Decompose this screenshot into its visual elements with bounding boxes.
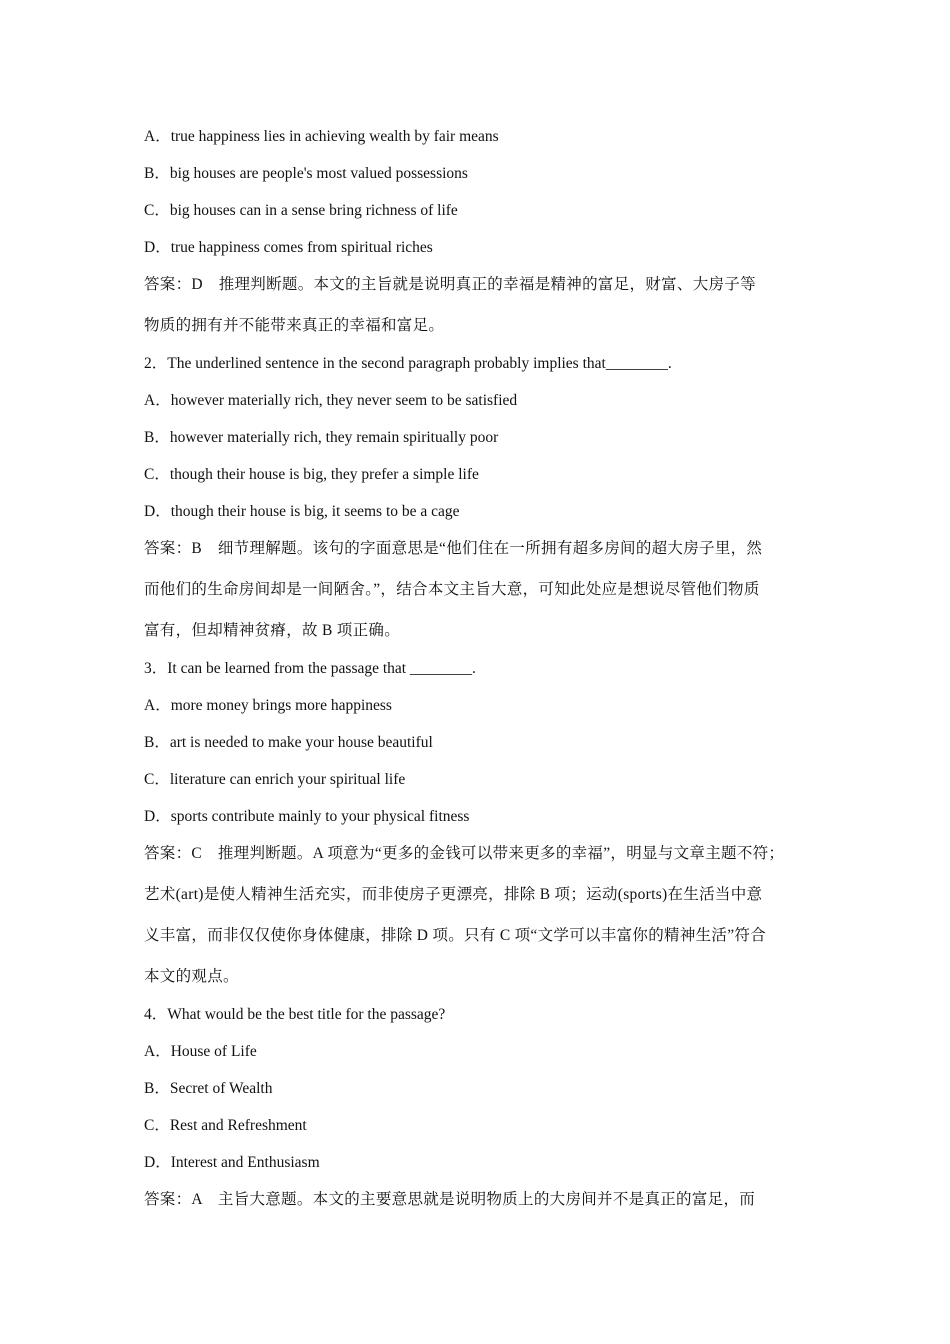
q2-option-b: B．however materially rich, they remain spiritually poor — [144, 429, 499, 446]
q4-answer-line-1: 答案：A 主旨大意题。本文的主要意思就是说明物质上的大房间并不是真正的富足，而 — [144, 1191, 756, 1208]
q3-option-a: A．more money brings more happiness — [144, 697, 392, 714]
q1-option-c: C．big houses can in a sense bring richness of life — [144, 202, 458, 219]
q3-option-b: B．art is needed to make your house beautiful — [144, 734, 433, 751]
q3-answer-line-3: 义丰富，而非仅仅使你身体健康，排除 D 项。只有 C 项“文学可以丰富你的精神生活”符合 — [144, 927, 766, 944]
q4-option-c: C．Rest and Refreshment — [144, 1117, 307, 1134]
q3-answer-line-1: 答案：C 推理判断题。A 项意为“更多的金钱可以带来更多的幸福”，明显与文章主题不符； — [144, 845, 785, 862]
q1-answer-line-2: 物质的拥有并不能带来真正的幸福和富足。 — [144, 317, 445, 334]
q3-option-d: D．sports contribute mainly to your physical fitness — [144, 808, 470, 825]
q2-answer-line-3: 富有，但却精神贫瘠，故 B 项正确。 — [144, 622, 400, 639]
q3-answer-line-2: 艺术(art)是使人精神生活充实，而非使房子更漂亮，排除 B 项；运动(sports)在生活当中意 — [144, 886, 763, 903]
q4-option-a: A．House of Life — [144, 1043, 257, 1060]
q3-stem: 3．It can be learned from the passage that ________. — [144, 660, 476, 677]
q1-answer-line-1: 答案：D 推理判断题。本文的主旨就是说明真正的幸福是精神的富足，财富、大房子等 — [144, 276, 756, 293]
q2-option-d: D．though their house is big, it seems to be a cage — [144, 503, 460, 520]
q1-option-b: B．big houses are people's most valued possessions — [144, 165, 468, 182]
q3-option-c: C．literature can enrich your spiritual life — [144, 771, 406, 788]
q2-option-a: A．however materially rich, they never seem to be satisfied — [144, 392, 518, 409]
q1-option-d: D．true happiness comes from spiritual riches — [144, 239, 433, 256]
q2-option-c: C．though their house is big, they prefer a simple life — [144, 466, 479, 483]
q4-option-d: D．Interest and Enthusiasm — [144, 1154, 320, 1171]
q4-stem: 4．What would be the best title for the passage? — [144, 1006, 446, 1023]
q1-option-a: A．true happiness lies in achieving wealth by fair means — [144, 128, 499, 145]
q2-stem: 2．The underlined sentence in the second paragraph probably implies that________. — [144, 355, 672, 372]
q3-answer-line-4: 本文的观点。 — [144, 968, 239, 985]
q4-option-b: B．Secret of Wealth — [144, 1080, 273, 1097]
q2-answer-line-2: 而他们的生命房间却是一间陋舍。”，结合本文主旨大意，可知此处应是想说尽管他们物质 — [144, 581, 760, 598]
q2-answer-line-1: 答案：B 细节理解题。该句的字面意思是“他们住在一所拥有超多房间的超大房子里，然 — [144, 540, 763, 557]
